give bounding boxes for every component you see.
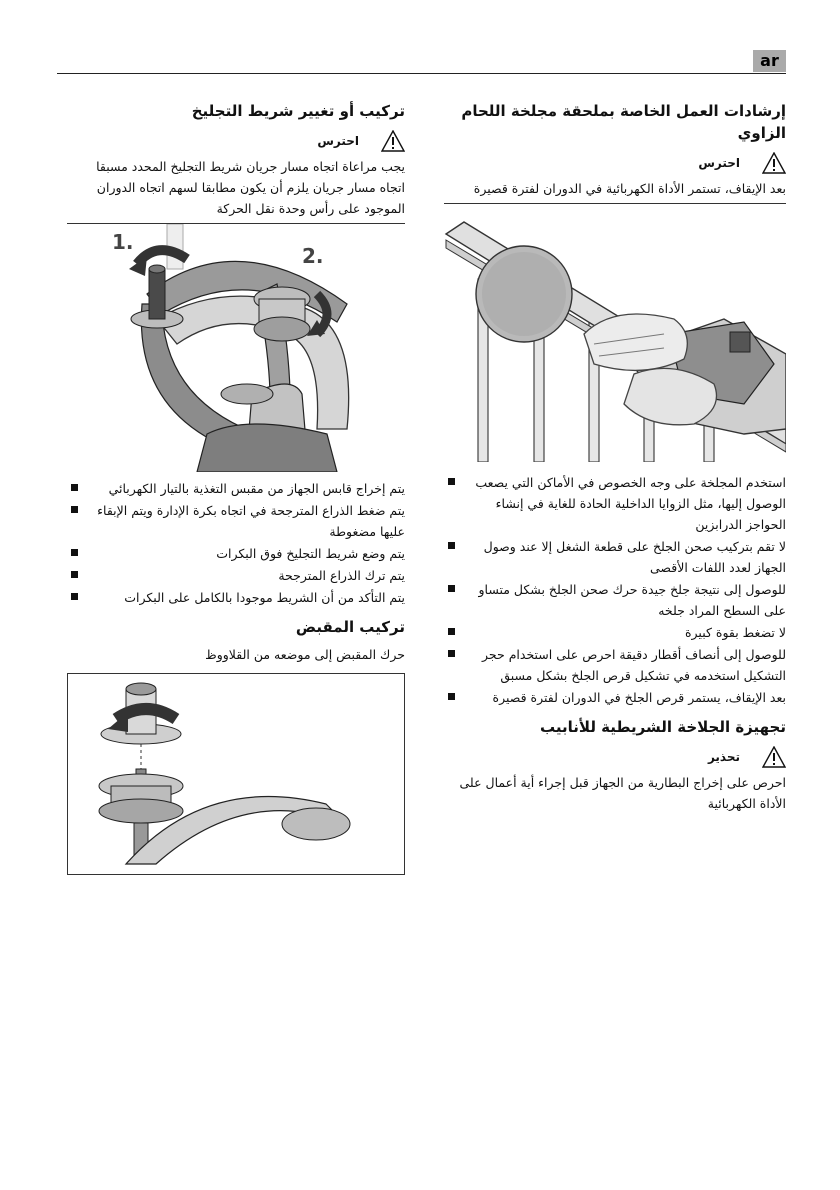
angle-grinder-figure xyxy=(444,203,786,462)
belt-change-heading: تركيب أو تغيير شريط التجليخ xyxy=(191,102,405,120)
list-item: يتم التأكد من أن الشريط موجودا بالكامل على البكرات xyxy=(67,587,405,608)
list-item: استخدم المجلخة على وجه الخصوص في الأماكن التي يصعب الوصول إليها، مثل الزوايا الداخلية الحادة للغاية في إنشاء الحواجز الدرابزين xyxy=(444,472,786,535)
right-column xyxy=(444,100,786,814)
list-item: للوصول إلى أنصاف أقطار دقيقة احرص على استخدام حجر التشكيل استخدمه في تشكيل قرص الجلخ بشكل مسبق xyxy=(444,644,786,686)
warning-triangle-icon xyxy=(762,746,786,768)
list-item: بعد الإيقاف، يستمر قرص الجلخ في الدوران لفترة قصيرة xyxy=(444,687,786,708)
warning-row xyxy=(444,744,786,770)
language-badge: ar xyxy=(753,50,786,72)
caution-label: احترس xyxy=(698,156,740,170)
list-item: لا تقم بتركيب صحن الجلخ على قطعة الشغل إلا عند وصول الجهاز لعدد اللفات الأقصى xyxy=(444,536,786,578)
caution-label: احترس xyxy=(317,134,359,148)
handle-text: حرك المقبض إلى موضعه من القلاووظ xyxy=(205,647,405,662)
handle-figure xyxy=(67,673,405,875)
warning-triangle-icon xyxy=(381,130,405,152)
belt-grinder-heading: تجهيزة الجلاخة الشريطية للأنابيب xyxy=(540,718,786,736)
angle-grinder-heading: إرشادات العمل الخاصة بملحقة مجلخة اللحام الزاوي xyxy=(461,102,786,142)
warning-text: احرص على إخراج البطارية من الجهاز قبل إجراء أية أعمال على الأداة الكهربائية xyxy=(459,775,786,811)
caution-row xyxy=(67,128,405,154)
list-item: يتم وضع شريط التجليخ فوق البكرات xyxy=(67,543,405,564)
list-item: لا تضغط بقوة كبيرة xyxy=(444,622,786,643)
warning-triangle-icon xyxy=(762,152,786,174)
belt-steps-list xyxy=(67,478,405,608)
left-column xyxy=(67,100,405,875)
handle-screw-illustration xyxy=(67,674,404,874)
grinding-railing-illustration xyxy=(444,204,786,462)
header-rule xyxy=(57,73,786,74)
grinder-instructions-list xyxy=(444,472,786,708)
list-item: يتم إخراج قابس الجهاز من مقبس التغذية بالتيار الكهربائي xyxy=(67,478,405,499)
step-1-label: 1. xyxy=(112,230,134,254)
list-item: يتم ضغط الذراع المترجحة في اتجاه بكرة الإدارة ويتم الإبقاء عليها مضغوطة xyxy=(67,500,405,542)
handle-heading: تركيب المقبض xyxy=(295,618,405,636)
caution-text: بعد الإيقاف، تستمر الأداة الكهربائية في الدوران لفترة قصيرة xyxy=(473,181,786,196)
list-item: يتم ترك الذراع المترجحة xyxy=(67,565,405,586)
belt-installation-illustration xyxy=(67,224,405,472)
warning-label: تحذير xyxy=(707,750,740,764)
belt-change-figure xyxy=(67,223,405,472)
caution-row xyxy=(444,150,786,176)
caution-text: يجب مراعاة اتجاه مسار جريان شريط التجليخ المحدد مسبقا اتجاه مسار جريان يلزم أن يكون مطابقا لسهم اتجاه الدوران الموجود على رأس وحدة نقل الحركة xyxy=(96,159,405,216)
list-item: للوصول إلى نتيجة جلخ جيدة حرك صحن الجلخ بشكل متساو على السطح المراد جلخه xyxy=(444,579,786,621)
step-2-label: 2. xyxy=(302,244,324,268)
